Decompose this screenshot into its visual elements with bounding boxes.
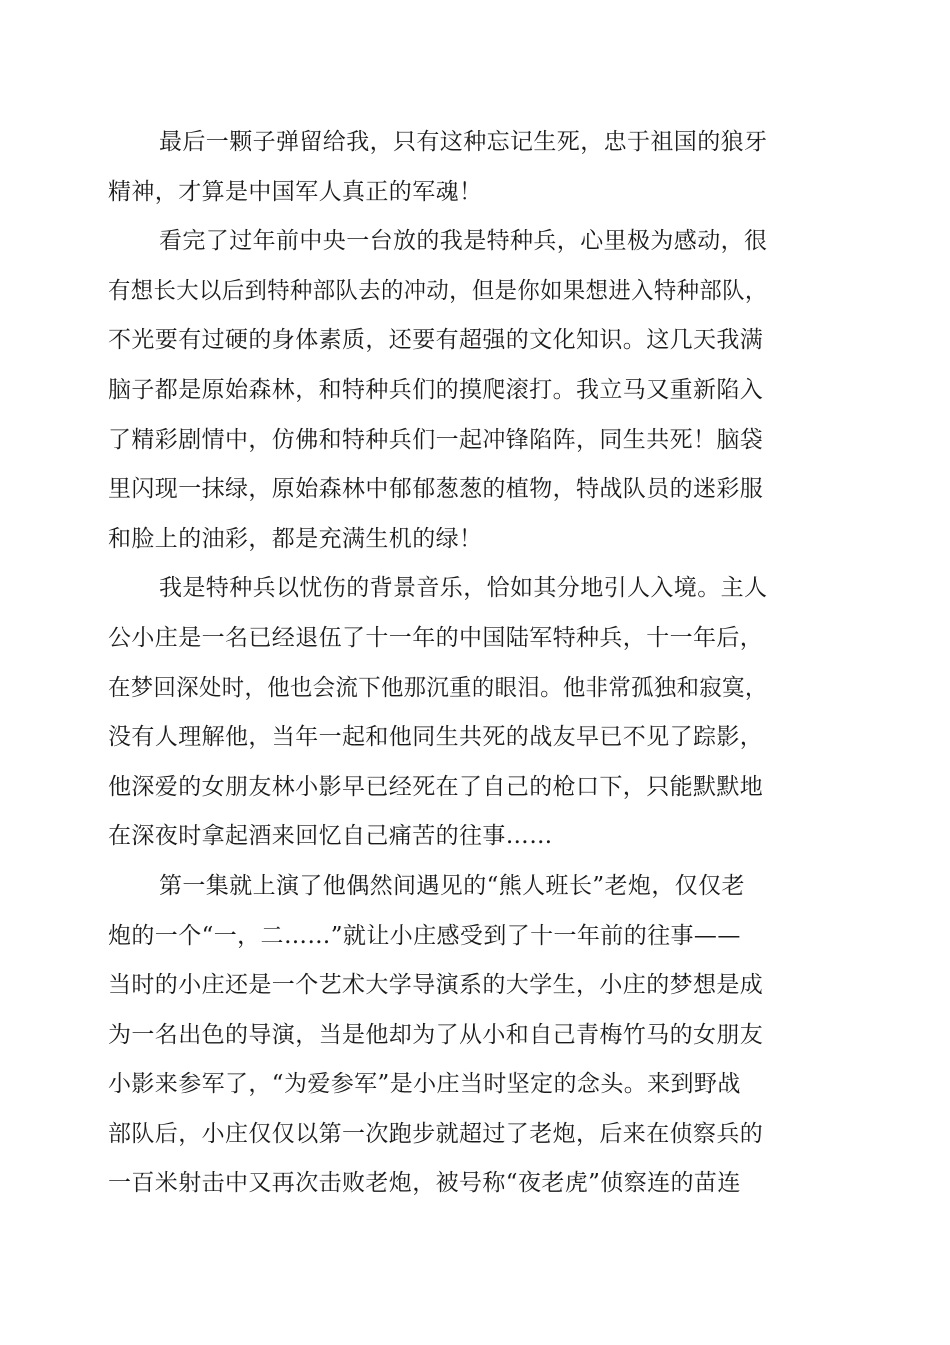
text-line: 他深爱的女朋友林小影早已经死在了自己的枪口下，只能默默地	[108, 773, 764, 800]
text-line: 第一集就上演了他偶然间遇见的“熊人班长”老炮，仅仅老	[159, 872, 745, 899]
paragraph-1	[108, 118, 768, 217]
text-line: 没有人理解他，当年一起和他同生共死的战友早已不见了踪影，	[108, 724, 764, 751]
text-line: 脑子都是原始森林，和特种兵们的摸爬滚打。我立马又重新陷入	[108, 376, 764, 403]
paragraph-2	[108, 217, 768, 564]
text-line: 部队后，小庄仅仅以第一次跑步就超过了老炮，后来在侦察兵的	[108, 1120, 764, 1147]
paragraph-3	[108, 564, 768, 862]
text-line: 有想长大以后到特种部队去的冲动，但是你如果想进入特种部队，	[108, 277, 768, 304]
text-line: 我是特种兵以忧伤的背景音乐，恰如其分地引人入境。主人	[159, 575, 768, 602]
text-line: 和脸上的油彩，都是充满生机的绿！	[108, 525, 483, 552]
text-line: 了精彩剧情中，仿佛和特种兵们一起冲锋陷阵，同生共死！脑袋	[108, 426, 764, 453]
text-line: 看完了过年前中央一台放的我是特种兵，心里极为感动，很	[159, 228, 768, 255]
text-line: 炮的一个“一，二……”就让小庄感受到了十一年前的往事——	[108, 922, 741, 949]
text-line: 不光要有过硬的身体素质，还要有超强的文化知识。这几天我满	[108, 327, 764, 354]
paragraph-4	[108, 862, 768, 1209]
document-page	[108, 118, 768, 1209]
text-line: 精神，才算是中国军人真正的军魂！	[108, 178, 483, 205]
text-line: 为一名出色的导演，当是他却为了从小和自己青梅竹马的女朋友	[108, 1021, 764, 1048]
text-line: 公小庄是一名已经退伍了十一年的中国陆军特种兵，十一年后，	[108, 624, 764, 651]
text-line: 小影来参军了，“为爱参军”是小庄当时坚定的念头。来到野战	[108, 1071, 741, 1098]
text-line: 最后一颗子弹留给我，只有这种忘记生死，忠于祖国的狼牙	[159, 129, 768, 155]
text-line: 在梦回深处时，他也会流下他那沉重的眼泪。他非常孤独和寂寞，	[108, 674, 768, 701]
text-line: 当时的小庄还是一个艺术大学导演系的大学生，小庄的梦想是成	[108, 972, 764, 999]
text-line: 在深夜时拿起酒来回忆自己痛苦的往事……	[108, 823, 553, 850]
text-line: 一百米射击中又再次击败老炮，被号称“夜老虎”侦察连的苗连	[108, 1170, 741, 1197]
text-line: 里闪现一抹绿，原始森林中郁郁葱葱的植物，特战队员的迷彩服	[108, 476, 764, 503]
